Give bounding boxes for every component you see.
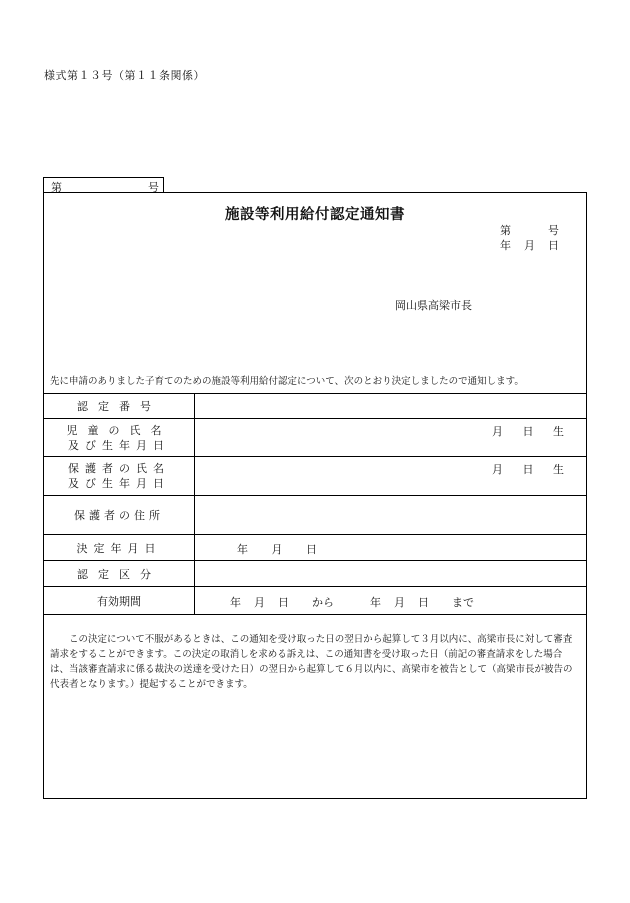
doc-date-day: 日 — [548, 239, 559, 252]
cert-number-value[interactable] — [195, 394, 587, 419]
row-validity — [44, 587, 587, 615]
address-value[interactable] — [195, 496, 587, 535]
validity-to-month: 月 — [394, 596, 405, 609]
appeal-notice: この決定について不服があるときは、この通知を受け取った日の翌日から起算して３月以内に、高梁市長に対して審査請求をすることができます。この決定の取消しを求める訴えは、この通知書を受け取った日（前記の審査請求をした場合は、当該審査請求に係る裁決の送達を受けた日）の翌日から起算して６月以内に、高梁市を被告として（高梁市長が被告の代表者となります。）提起することができます。 — [50, 634, 573, 690]
category-value[interactable] — [195, 561, 587, 587]
issuer-name: 岡山県高梁市長 — [395, 299, 472, 312]
child-value[interactable] — [195, 419, 587, 457]
validity-to-year: 年 — [370, 596, 381, 609]
guardian-value[interactable] — [195, 457, 587, 496]
validity-from-month: 月 — [254, 596, 265, 609]
document-title: 施設等利用給付認定通知書 — [225, 207, 405, 223]
category-label: 認定区分 — [77, 567, 161, 581]
number-tab — [43, 177, 164, 193]
child-label-line2: 及び生年月日 — [68, 438, 170, 452]
child-label-line1: 児童の氏名 — [66, 423, 172, 437]
details-table — [43, 393, 587, 615]
guardian-birth-suffix: 月 日 生 — [492, 463, 572, 476]
child-birth-suffix: 月 日 生 — [492, 425, 572, 438]
row-category — [44, 561, 587, 587]
doc-date-month: 月 — [524, 239, 535, 252]
form-number: 様式第１３号（第１１条関係） — [44, 69, 205, 82]
doc-number-suffix: 号 — [548, 224, 559, 237]
intro-text: 先に申請のありました子育てのための施設等利用給付認定について、次のとおり決定しましたので通知します。 — [50, 376, 524, 387]
validity-to-day: 日 — [418, 596, 429, 609]
row-cert-number — [44, 394, 587, 419]
doc-number-prefix: 第 — [500, 224, 511, 237]
row-child — [44, 419, 587, 457]
guardian-label-line2: 及び生年月日 — [68, 477, 170, 490]
row-guardian — [44, 457, 587, 496]
number-tab-suffix: 号 — [148, 181, 159, 194]
guardian-label-line1: 保護者の氏名 — [68, 462, 170, 475]
validity-from-year: 年 — [230, 596, 241, 609]
decision-date-value[interactable] — [195, 535, 587, 561]
row-decision-date — [44, 535, 587, 561]
address-label: 保護者の住所 — [74, 509, 164, 522]
decision-date-label: 決定年月日 — [76, 541, 162, 555]
row-address — [44, 496, 587, 535]
validity-from-day: 日 — [278, 596, 289, 609]
decision-date-units: 年 月 日 — [237, 543, 327, 556]
validity-from-word: から — [312, 596, 334, 609]
validity-value[interactable] — [195, 587, 587, 615]
doc-date-year: 年 — [500, 239, 511, 252]
number-tab-prefix: 第 — [51, 181, 62, 194]
cert-number-label: 認定番号 — [77, 400, 161, 413]
validity-to-word: まで — [452, 596, 474, 609]
validity-label: 有効期間 — [97, 594, 141, 608]
